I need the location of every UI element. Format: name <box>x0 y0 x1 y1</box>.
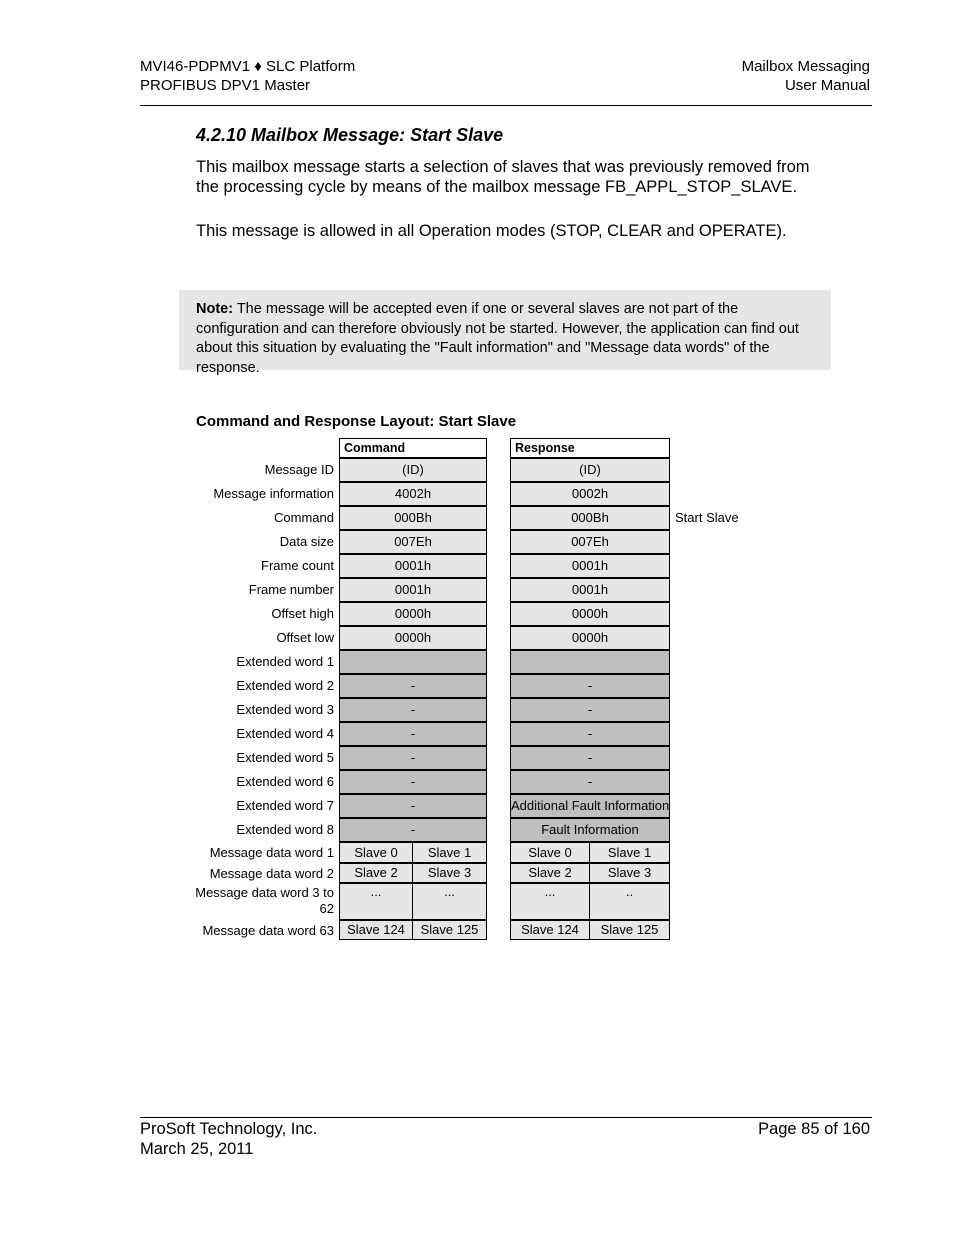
response-cell <box>510 650 670 674</box>
response-cell: - <box>510 746 670 770</box>
row-label: Extended word 4 <box>236 726 334 741</box>
command-data-cell: Slave 1 <box>412 842 487 863</box>
mode-paragraph: This message is allowed in all Operation modes (STOP, CLEAR and OPERATE). <box>196 222 787 240</box>
row-label: Data size <box>279 534 334 549</box>
response-cell: - <box>510 770 670 794</box>
command-cell: - <box>339 674 487 698</box>
data-row-label <box>195 885 334 917</box>
data-row-label: Message data word 63 <box>202 923 334 938</box>
data-row-label-line1: Message data word 3 to <box>195 885 334 900</box>
row-label: Message ID <box>264 462 334 477</box>
command-cell: - <box>339 698 487 722</box>
command-cell: 4002h <box>339 482 487 506</box>
table-title: Command and Response Layout: Start Slave <box>196 413 517 430</box>
footer-date: March 25, 2011 <box>140 1139 254 1158</box>
command-cell: 0000h <box>339 626 487 650</box>
row-label: Frame number <box>248 582 334 597</box>
command-data-cell: Slave 3 <box>412 863 487 883</box>
response-cell: 0001h <box>510 554 670 578</box>
command-cell: 0001h <box>339 554 487 578</box>
response-data-cell: Slave 124 <box>510 920 590 940</box>
response-cell: 0002h <box>510 482 670 506</box>
command-side-note: Start Slave <box>675 510 739 525</box>
header-left <box>140 57 355 95</box>
row-label: Message information <box>213 486 334 501</box>
row-label: Extended word 6 <box>236 774 334 789</box>
row-label: Extended word 1 <box>236 654 334 669</box>
header-subtitle: PROFIBUS DPV1 Master <box>140 77 311 94</box>
command-cell: - <box>339 770 487 794</box>
header-right <box>742 57 870 95</box>
footer-company: ProSoft Technology, Inc. <box>140 1120 318 1138</box>
note-text: The message will be accepted even if one or several slaves are not part of the configuration and can therefore obviously not be started. However, the application can find out about this situation by evaluating the "Fault information" and "Message data words" of the response. <box>196 301 799 376</box>
row-label: Offset high <box>271 606 334 621</box>
response-column-header: Response <box>510 438 670 458</box>
command-cell <box>339 650 487 674</box>
header-rule <box>140 105 872 106</box>
header-product: MVI46-PDPMV1 ♦ SLC Platform <box>140 58 356 75</box>
command-cell: 0000h <box>339 602 487 626</box>
header-chapter: Mailbox Messaging <box>741 58 870 75</box>
command-cell: 0001h <box>339 578 487 602</box>
response-cell: 0000h <box>510 626 670 650</box>
command-column-header: Command <box>339 438 487 458</box>
response-data-cell: Slave 125 <box>589 920 670 940</box>
row-label: Offset low <box>276 630 334 645</box>
response-cell: - <box>510 698 670 722</box>
row-label: Command <box>274 510 334 525</box>
command-cell: 007Eh <box>339 530 487 554</box>
row-label: Extended word 8 <box>236 822 334 837</box>
response-data-cell: .. <box>589 883 670 920</box>
response-cell: Fault Information <box>510 818 670 842</box>
response-cell: - <box>510 722 670 746</box>
row-label: Extended word 3 <box>236 702 334 717</box>
command-cell: - <box>339 794 487 818</box>
response-cell: 007Eh <box>510 530 670 554</box>
row-label: Frame count <box>261 558 334 573</box>
intro-paragraph: This mailbox message starts a selection of slaves that was previously removed from the processing cycle by means of the mailbox message FB_APPL_STOP_SLAVE. <box>196 158 810 196</box>
row-label: Extended word 2 <box>236 678 334 693</box>
response-data-cell: Slave 0 <box>510 842 590 863</box>
response-data-cell: Slave 3 <box>589 863 670 883</box>
data-row-label: Message data word 1 <box>209 845 334 860</box>
response-cell: 0001h <box>510 578 670 602</box>
command-data-cell: ... <box>412 883 487 920</box>
response-cell: - <box>510 674 670 698</box>
row-label: Extended word 5 <box>236 750 334 765</box>
footer-page-number: Page 85 of 160 <box>758 1120 870 1138</box>
command-cell: 000Bh <box>339 506 487 530</box>
footer-rule <box>140 1117 872 1118</box>
response-cell: 0000h <box>510 602 670 626</box>
note-box <box>179 290 831 376</box>
footer-left <box>140 1120 317 1159</box>
header-manual: User Manual <box>784 77 870 94</box>
note-label: Note: <box>196 301 234 317</box>
response-cell: Additional Fault Information <box>510 794 670 818</box>
response-data-cell: Slave 1 <box>589 842 670 863</box>
section-title: 4.2.10 Mailbox Message: Start Slave <box>196 125 504 145</box>
command-cell: - <box>339 722 487 746</box>
command-data-cell: Slave 0 <box>339 842 413 863</box>
response-data-cell: Slave 2 <box>510 863 590 883</box>
response-data-cell: ... <box>510 883 590 920</box>
response-cell: 000Bh <box>510 506 670 530</box>
command-data-cell: ... <box>339 883 413 920</box>
response-cell: (ID) <box>510 458 670 482</box>
command-data-cell: Slave 124 <box>339 920 413 940</box>
command-cell: - <box>339 818 487 842</box>
command-data-cell: Slave 2 <box>339 863 413 883</box>
command-cell: (ID) <box>339 458 487 482</box>
row-label: Extended word 7 <box>236 798 334 813</box>
command-data-cell: Slave 125 <box>412 920 487 940</box>
data-row-label-line2: 62 <box>319 901 334 916</box>
data-row-label: Message data word 2 <box>209 866 334 881</box>
command-cell: - <box>339 746 487 770</box>
